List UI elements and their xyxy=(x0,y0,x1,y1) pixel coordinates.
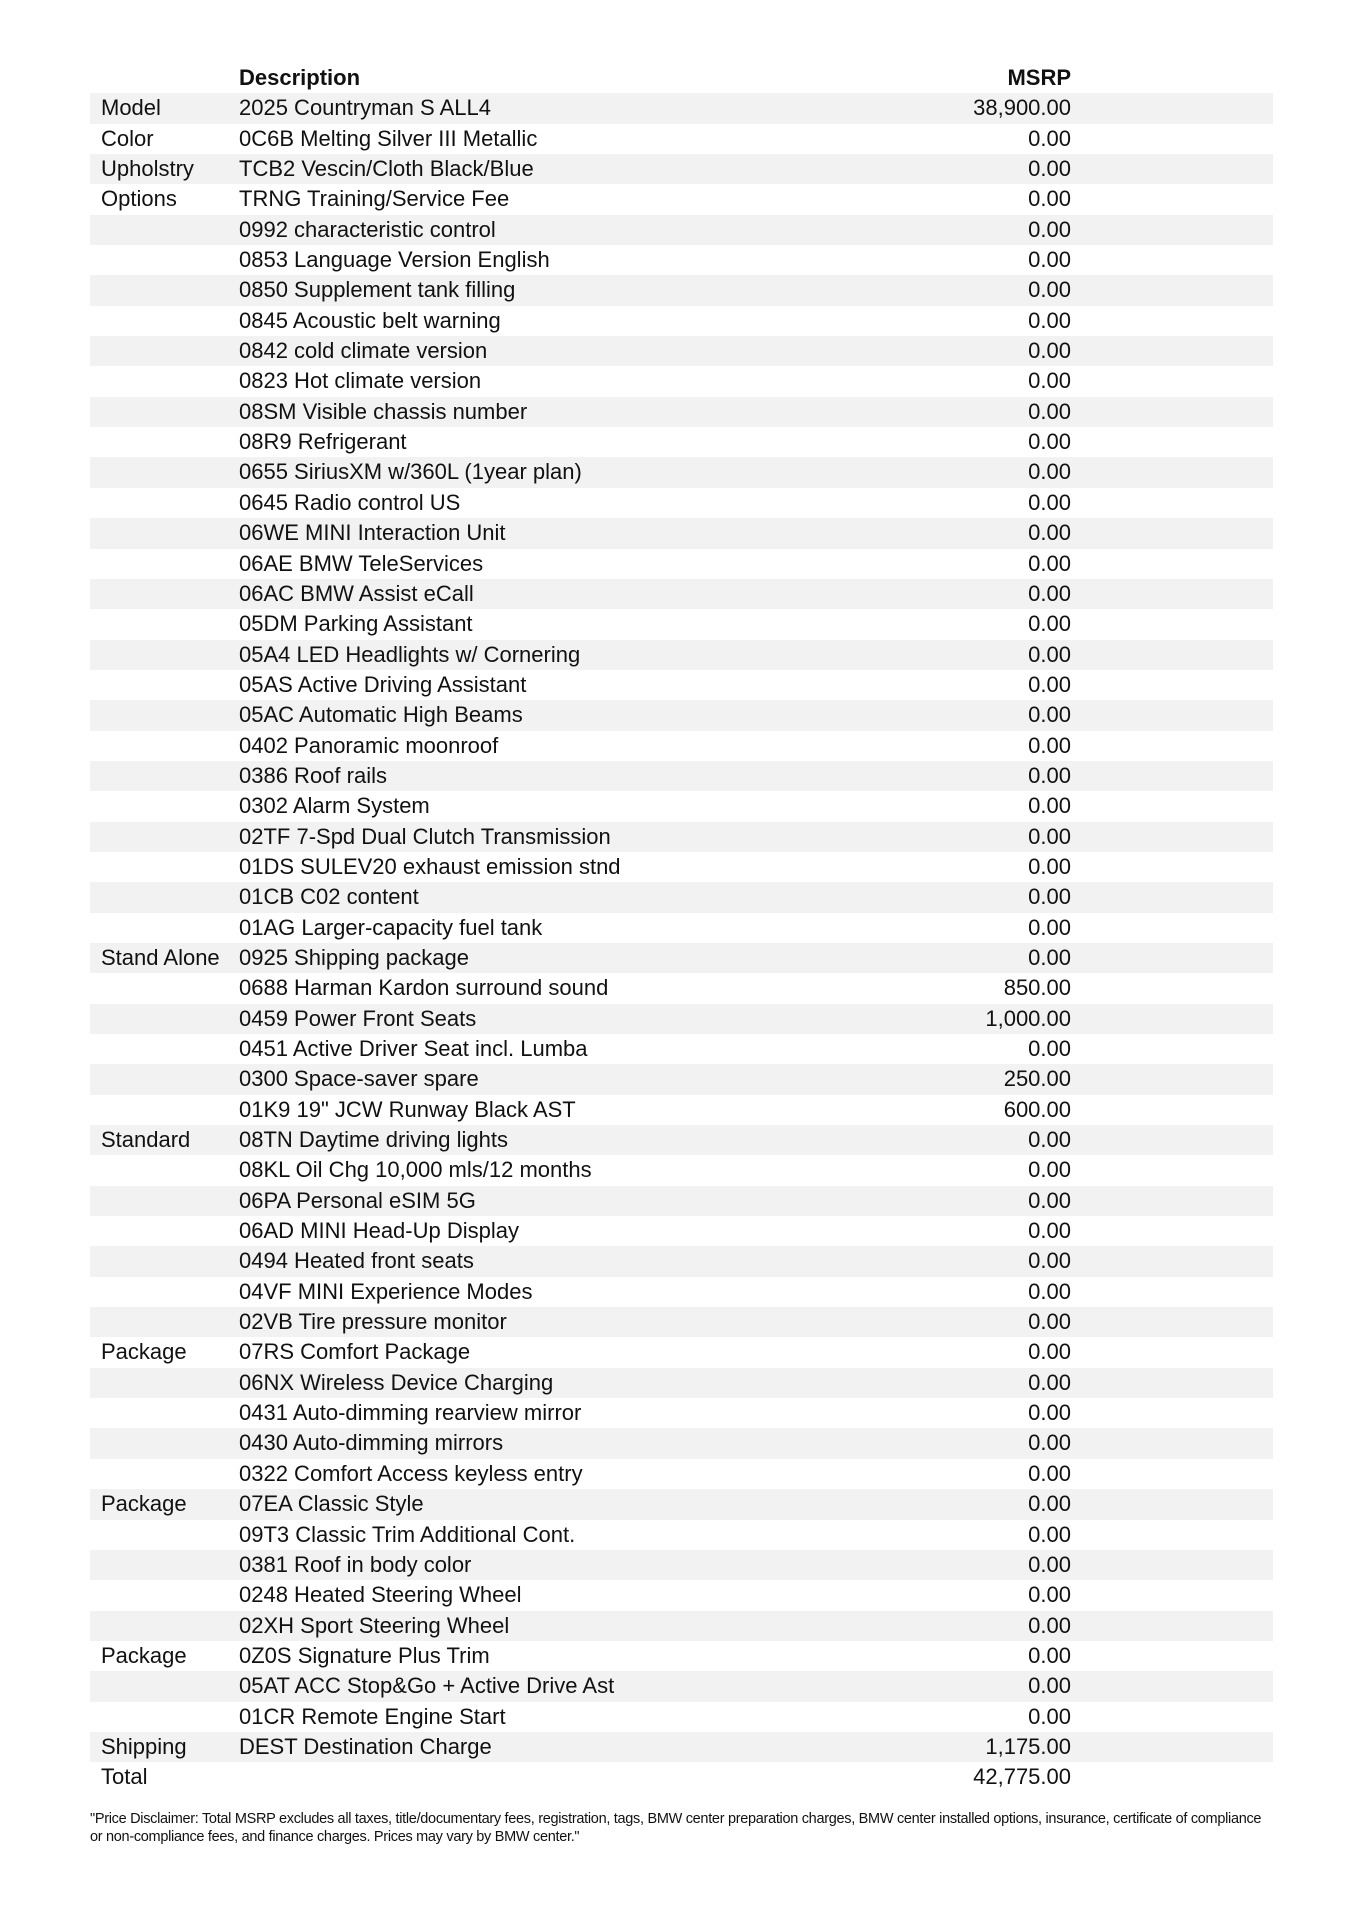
row-description: 06AC BMW Assist eCall xyxy=(239,580,474,606)
row-msrp: 0.00 xyxy=(1028,247,1071,273)
table-row xyxy=(90,1671,1273,1701)
row-description: 2025 Countryman S ALL4 xyxy=(239,95,491,121)
row-msrp: 250.00 xyxy=(1003,1066,1071,1092)
table-row xyxy=(90,943,1273,973)
table-row xyxy=(90,1520,1273,1550)
row-description: 05AS Active Driving Assistant xyxy=(239,671,527,697)
row-msrp: 0.00 xyxy=(1028,884,1071,910)
row-category: Color xyxy=(101,125,154,151)
table-row xyxy=(90,1125,1273,1155)
table-row xyxy=(90,913,1273,943)
row-msrp: 0.00 xyxy=(1028,429,1071,455)
row-msrp: 0.00 xyxy=(1028,1521,1071,1547)
row-msrp: 1,000.00 xyxy=(985,1005,1071,1031)
row-msrp: 0.00 xyxy=(1028,1127,1071,1153)
row-description: 0451 Active Driver Seat incl. Lumba xyxy=(239,1036,588,1061)
row-description: 0655 SiriusXM w/360L (1year plan) xyxy=(239,459,582,485)
row-description: 02VB Tire pressure monitor xyxy=(239,1309,507,1335)
row-msrp: 0.00 xyxy=(1028,1339,1071,1365)
row-msrp: 0.00 xyxy=(1028,793,1071,819)
row-category: Package xyxy=(101,1491,187,1517)
row-description: 08KL Oil Chg 10,000 mls/12 months xyxy=(239,1157,592,1183)
row-description: 01DS SULEV20 exhaust emission stnd xyxy=(239,853,621,879)
table-row xyxy=(90,1337,1273,1367)
row-description: 01K9 19" JCW Runway Black AST xyxy=(239,1096,576,1122)
row-msrp: 0.00 xyxy=(1028,580,1071,606)
row-description: TCB2 Vescin/Cloth Black/Blue xyxy=(239,156,534,182)
row-description: 0853 Language Version English xyxy=(239,247,550,273)
table-row xyxy=(90,791,1273,821)
table-row xyxy=(90,731,1273,761)
row-description: 04VF MINI Experience Modes xyxy=(239,1278,533,1304)
row-description: 0381 Roof in body color xyxy=(239,1551,472,1577)
row-description: 0300 Space-saver spare xyxy=(239,1066,479,1092)
row-msrp: 0.00 xyxy=(1028,1491,1071,1517)
row-description: 05DM Parking Assistant xyxy=(239,611,473,637)
row-msrp: 0.00 xyxy=(1028,823,1071,849)
table-row xyxy=(90,761,1273,791)
header-msrp: MSRP xyxy=(1007,65,1071,90)
row-msrp: 38,900.00 xyxy=(973,95,1071,121)
row-msrp: 0.00 xyxy=(1028,550,1071,576)
table-row xyxy=(90,1307,1273,1337)
table-row xyxy=(90,640,1273,670)
table-row xyxy=(90,852,1273,882)
table-row xyxy=(90,973,1273,1003)
row-description: 0302 Alarm System xyxy=(239,793,430,819)
row-msrp: 0.00 xyxy=(1028,1309,1071,1335)
row-category: Package xyxy=(101,1339,187,1365)
row-description: 0688 Harman Kardon surround sound xyxy=(239,975,609,1001)
row-description: 07EA Classic Style xyxy=(239,1491,424,1517)
table-row xyxy=(90,670,1273,700)
row-description: 0431 Auto-dimming rearview mirror xyxy=(239,1400,582,1426)
row-msrp: 0.00 xyxy=(1028,489,1071,515)
table-row xyxy=(90,245,1273,275)
header-description: Description xyxy=(239,65,361,90)
row-msrp: 0.00 xyxy=(1028,1369,1071,1395)
row-msrp: 1,175.00 xyxy=(985,1733,1071,1759)
row-category: Stand Alone xyxy=(101,944,220,970)
row-description: 06PA Personal eSIM 5G xyxy=(239,1187,476,1213)
table-row xyxy=(90,1034,1273,1064)
row-msrp: 0.00 xyxy=(1028,1703,1071,1729)
row-description: 05A4 LED Headlights w/ Cornering xyxy=(239,641,581,667)
row-msrp: 0.00 xyxy=(1028,520,1071,546)
row-description: 0992 characteristic control xyxy=(239,216,496,242)
row-description: 01CB C02 content xyxy=(239,884,419,910)
table-body xyxy=(90,93,1273,1792)
row-msrp: 0.00 xyxy=(1028,1157,1071,1183)
table-row xyxy=(90,457,1273,487)
table-row xyxy=(90,1155,1273,1185)
row-msrp: 0.00 xyxy=(1028,732,1071,758)
table-row xyxy=(90,1489,1273,1519)
table-row xyxy=(90,336,1273,366)
price-disclaimer: "Price Disclaimer: Total MSRP excludes all taxes, title/documentary fees, registration, tags, BMW center preparation charges, BMW center installed options, insurance, certificate of compliance or non-compliance fees, and finance charges. Prices may vary by BMW center." xyxy=(90,1811,1262,1845)
table-row xyxy=(90,518,1273,548)
row-msrp: 0.00 xyxy=(1028,1430,1071,1456)
row-msrp: 0.00 xyxy=(1028,1642,1071,1668)
row-msrp: 850.00 xyxy=(1003,975,1071,1001)
row-description: 0Z0S Signature Plus Trim xyxy=(239,1642,490,1668)
row-description: 05AC Automatic High Beams xyxy=(239,702,523,728)
row-msrp: 0.00 xyxy=(1028,671,1071,697)
row-description: 05AT ACC Stop&Go + Active Drive Ast xyxy=(239,1673,615,1699)
table-row xyxy=(90,609,1273,639)
row-category: Total xyxy=(101,1764,148,1790)
row-description: 0402 Panoramic moonroof xyxy=(239,732,499,758)
table-row xyxy=(90,397,1273,427)
row-category: Standard xyxy=(101,1127,191,1153)
table-row xyxy=(90,366,1273,396)
row-description: 0842 cold climate version xyxy=(239,338,488,364)
table-row xyxy=(90,215,1273,245)
table-row xyxy=(90,488,1273,518)
row-category: Shipping xyxy=(101,1733,187,1759)
row-msrp: 0.00 xyxy=(1028,1218,1071,1244)
table-row xyxy=(90,1428,1273,1458)
row-msrp: 0.00 xyxy=(1028,1187,1071,1213)
row-description: 0386 Roof rails xyxy=(239,762,387,788)
table-row xyxy=(90,1277,1273,1307)
row-msrp: 0.00 xyxy=(1028,459,1071,485)
row-category: Package xyxy=(101,1642,187,1668)
table-row xyxy=(90,1246,1273,1276)
row-msrp: 0.00 xyxy=(1028,1248,1071,1274)
table-row xyxy=(90,1004,1273,1034)
row-description: 06WE MINI Interaction Unit xyxy=(239,520,506,546)
row-description: 0845 Acoustic belt warning xyxy=(239,307,501,333)
row-description: 0248 Heated Steering Wheel xyxy=(239,1582,522,1608)
table-row xyxy=(90,306,1273,336)
table-row xyxy=(90,1216,1273,1246)
row-msrp: 42,775.00 xyxy=(973,1764,1071,1790)
row-msrp: 0.00 xyxy=(1028,1582,1071,1608)
table-row xyxy=(90,1186,1273,1216)
row-msrp: 0.00 xyxy=(1028,125,1071,151)
table-row xyxy=(90,1762,1273,1792)
table-row xyxy=(90,1368,1273,1398)
row-msrp: 0.00 xyxy=(1028,398,1071,424)
row-description: 02TF 7-Spd Dual Clutch Transmission xyxy=(239,823,611,849)
table-row xyxy=(90,1702,1273,1732)
row-description: 0C6B Melting Silver III Metallic xyxy=(239,125,538,151)
row-msrp: 600.00 xyxy=(1003,1096,1071,1122)
row-msrp: 0.00 xyxy=(1028,641,1071,667)
row-description: DEST Destination Charge xyxy=(239,1733,492,1759)
row-description: 0459 Power Front Seats xyxy=(239,1005,477,1031)
table-row xyxy=(90,427,1273,457)
row-msrp: 0.00 xyxy=(1028,216,1071,242)
row-description: 08R9 Refrigerant xyxy=(239,429,407,455)
row-msrp: 0.00 xyxy=(1028,1278,1071,1304)
table-row xyxy=(90,579,1273,609)
row-description: 06AE BMW TeleServices xyxy=(239,550,484,576)
table-row xyxy=(90,700,1273,730)
row-msrp: 0.00 xyxy=(1028,1673,1071,1699)
row-msrp: 0.00 xyxy=(1028,914,1071,940)
row-msrp: 0.00 xyxy=(1028,277,1071,303)
row-description: 0645 Radio control US xyxy=(239,489,461,515)
row-description: 0430 Auto-dimming mirrors xyxy=(239,1430,504,1456)
row-description: 06NX Wireless Device Charging xyxy=(239,1369,554,1395)
table-row xyxy=(90,1398,1273,1428)
row-category: Upholstry xyxy=(101,156,194,182)
row-msrp: 0.00 xyxy=(1028,368,1071,394)
row-description: 07RS Comfort Package xyxy=(239,1339,471,1365)
table-row xyxy=(90,1641,1273,1671)
table-row xyxy=(90,275,1273,305)
table-row xyxy=(90,184,1273,214)
row-description: 06AD MINI Head-Up Display xyxy=(239,1218,519,1244)
row-msrp: 0.00 xyxy=(1028,762,1071,788)
table-row xyxy=(90,1580,1273,1610)
table-row xyxy=(90,1732,1273,1762)
row-msrp: 0.00 xyxy=(1028,156,1071,182)
row-msrp: 0.00 xyxy=(1028,1400,1071,1426)
row-msrp: 0.00 xyxy=(1028,702,1071,728)
row-description: 09T3 Classic Trim Additional Cont. xyxy=(239,1521,576,1547)
table-row xyxy=(90,1064,1273,1094)
row-description: 0823 Hot climate version xyxy=(239,368,482,394)
row-description: 0850 Supplement tank filling xyxy=(239,277,516,303)
row-msrp: 0.00 xyxy=(1028,1460,1071,1486)
table-row xyxy=(90,822,1273,852)
table-row xyxy=(90,93,1273,123)
row-description: TRNG Training/Service Fee xyxy=(239,186,510,212)
row-category: Options xyxy=(101,186,177,212)
row-msrp: 0.00 xyxy=(1028,853,1071,879)
row-msrp: 0.00 xyxy=(1028,1612,1071,1638)
row-msrp: 0.00 xyxy=(1028,1551,1071,1577)
table-row xyxy=(90,1611,1273,1641)
table-header xyxy=(90,63,1273,93)
row-msrp: 0.00 xyxy=(1028,338,1071,364)
row-description: 08SM Visible chassis number xyxy=(239,398,528,424)
row-description: 08TN Daytime driving lights xyxy=(239,1127,508,1153)
table-row xyxy=(90,882,1273,912)
row-category: Model xyxy=(101,95,161,121)
row-msrp: 0.00 xyxy=(1028,944,1071,970)
row-description: 0494 Heated front seats xyxy=(239,1248,474,1274)
row-description: 0322 Comfort Access keyless entry xyxy=(239,1460,583,1486)
table-row xyxy=(90,1095,1273,1125)
table-row xyxy=(90,154,1273,184)
table-row xyxy=(90,1459,1273,1489)
row-description: 01AG Larger-capacity fuel tank xyxy=(239,914,543,940)
row-msrp: 0.00 xyxy=(1028,307,1071,333)
row-msrp: 0.00 xyxy=(1028,186,1071,212)
row-description: 02XH Sport Steering Wheel xyxy=(239,1612,510,1638)
table-row xyxy=(90,1550,1273,1580)
table-row xyxy=(90,549,1273,579)
price-table xyxy=(90,63,1273,1793)
row-description: 01CR Remote Engine Start xyxy=(239,1703,506,1729)
table-row xyxy=(90,124,1273,154)
row-description: 0925 Shipping package xyxy=(239,944,469,970)
row-msrp: 0.00 xyxy=(1028,611,1071,637)
row-msrp: 0.00 xyxy=(1028,1036,1071,1061)
